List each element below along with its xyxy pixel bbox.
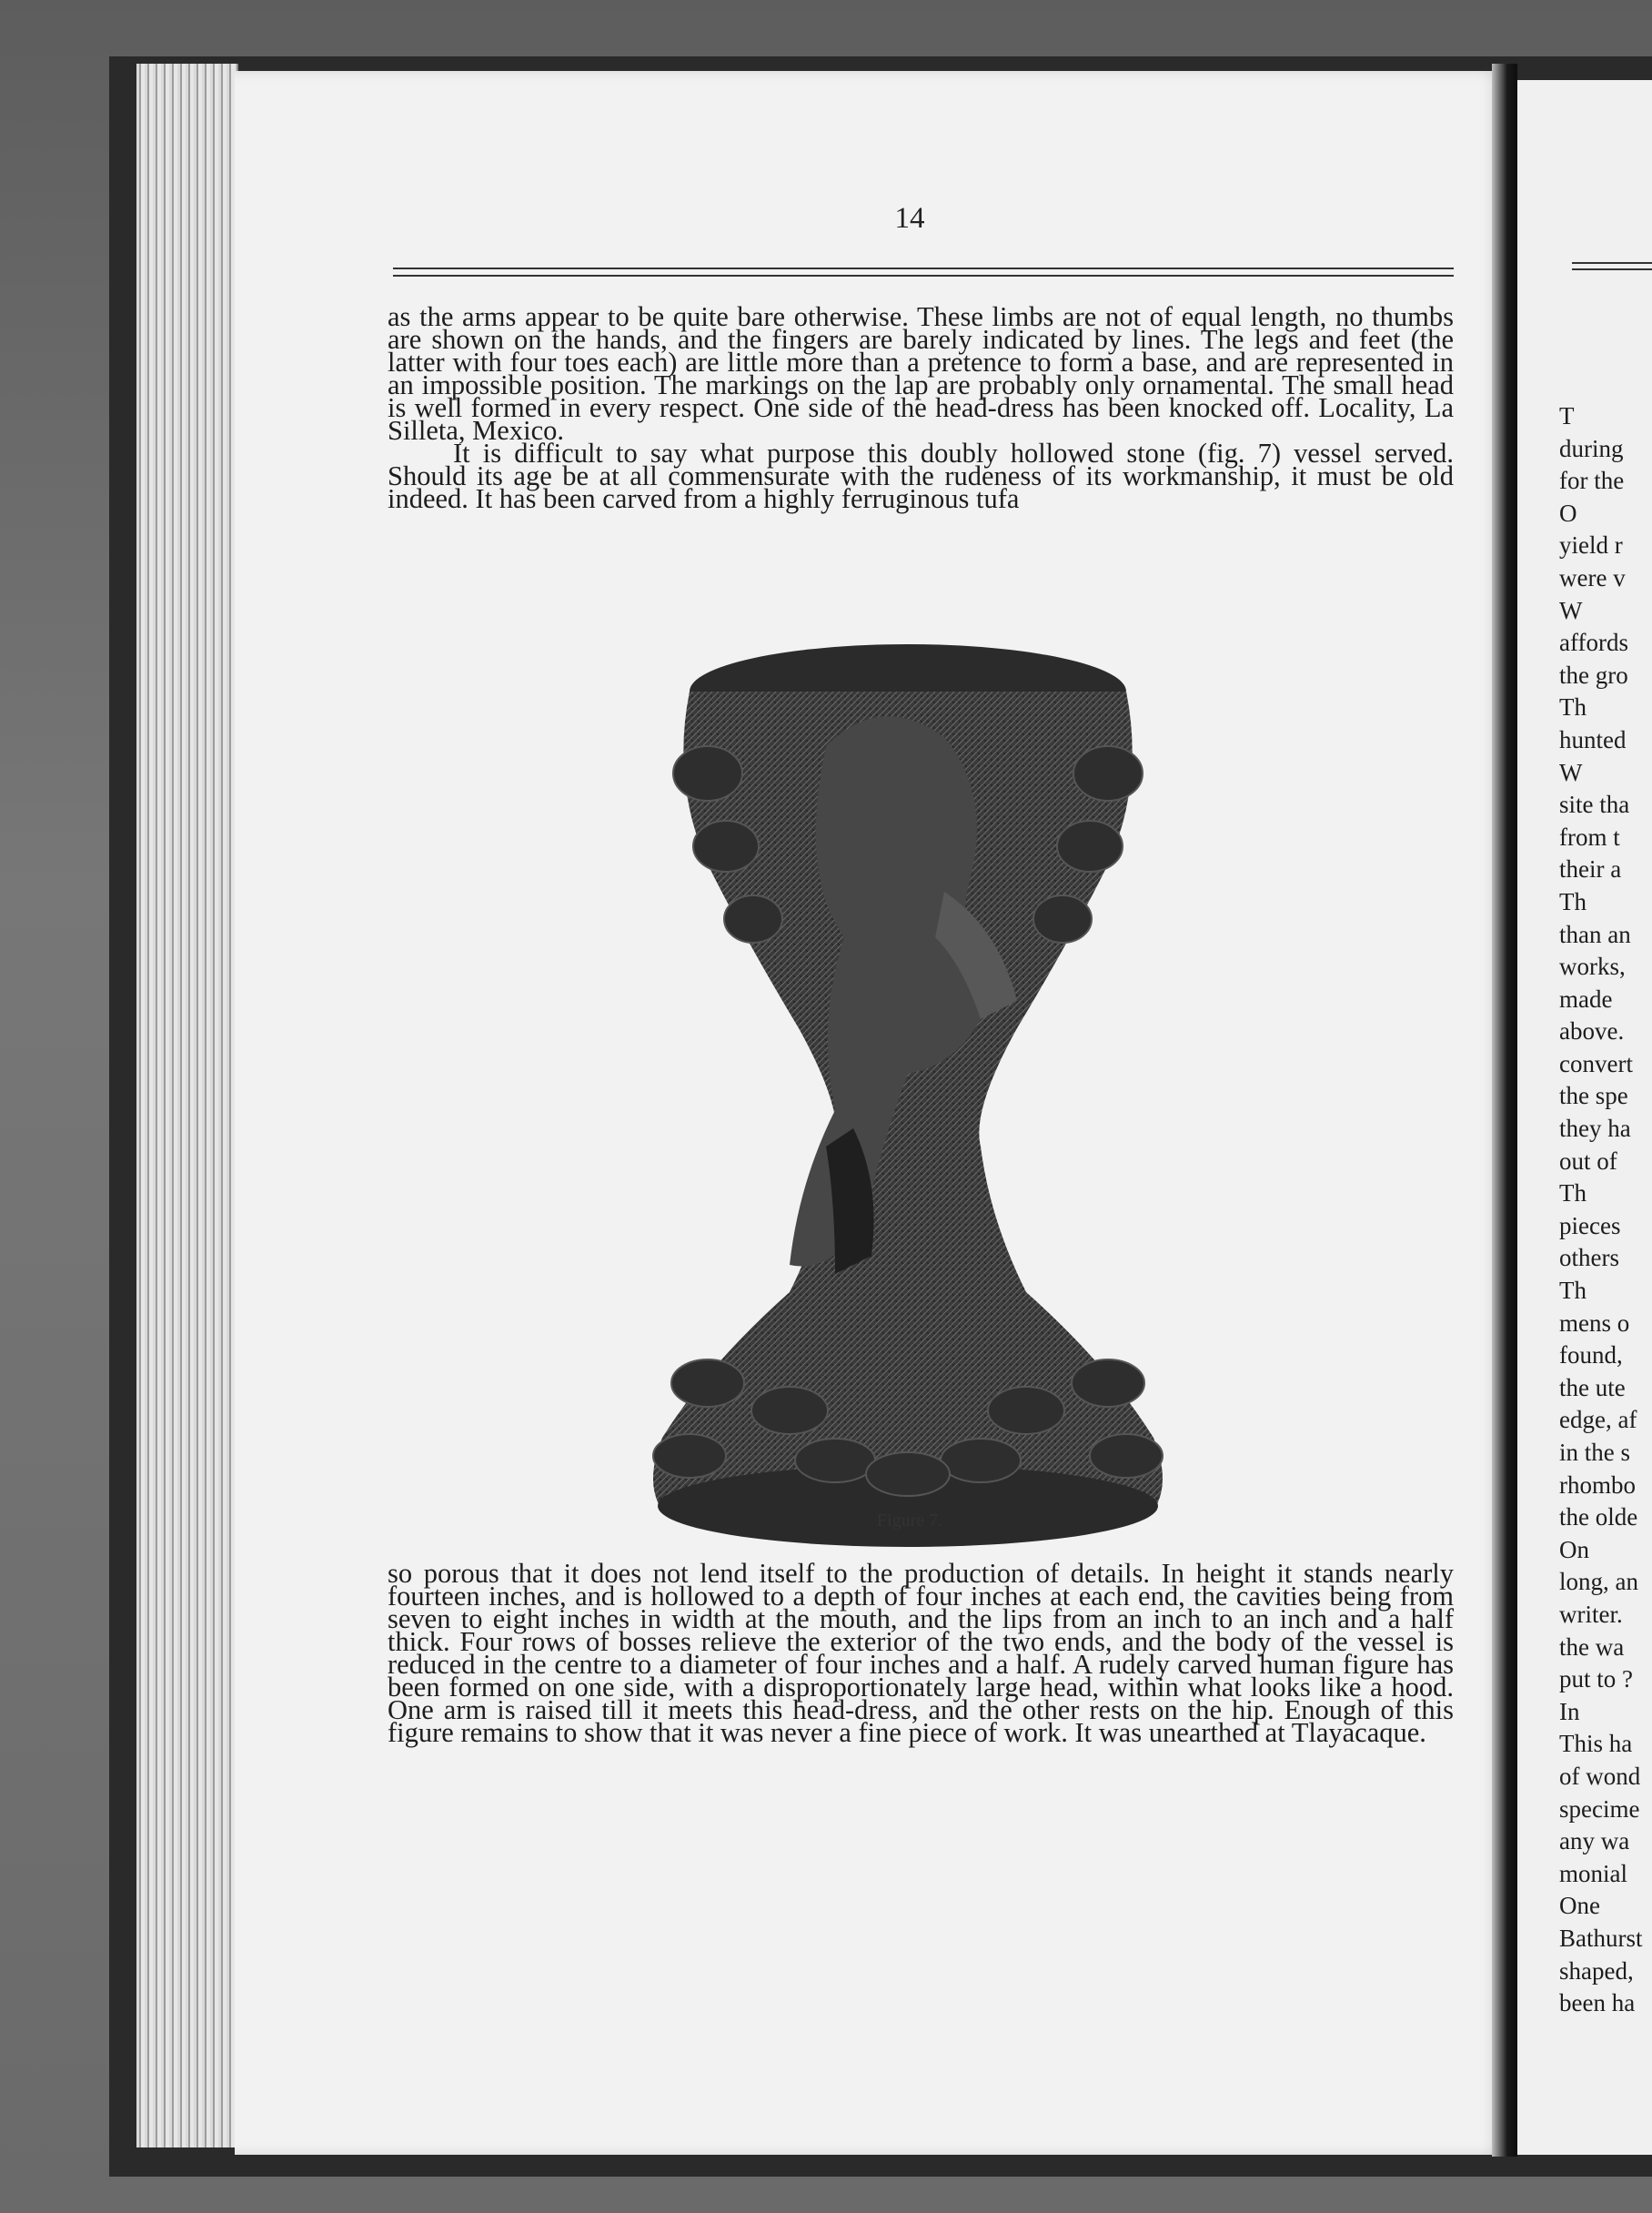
facing-page-line: One [1559, 1892, 1600, 1920]
facing-page-line: been ha [1559, 1989, 1636, 2017]
facing-page-line: were v [1559, 563, 1626, 591]
facing-page-line: writer. [1559, 1600, 1623, 1628]
facing-page-line: Th [1559, 1179, 1587, 1208]
figure-7-photograph [608, 637, 1208, 1556]
facing-page-line: rhombo [1559, 1470, 1636, 1499]
page-edges [136, 64, 238, 2147]
facing-page-line: This ha [1559, 1730, 1633, 1758]
facing-page-line: during [1559, 434, 1624, 462]
facing-page-line: made [1559, 985, 1613, 1013]
facing-page-line: shaped, [1559, 1956, 1634, 1985]
facing-page-line: Th [1559, 1277, 1587, 1305]
facing-page-line: monial [1559, 1859, 1627, 1887]
facing-page-line: mens o [1559, 1309, 1630, 1337]
facing-page-line: the ute [1559, 1373, 1626, 1401]
paragraph: It is difficult to say what purpose this doubly hollowed stone (fig. 7) vessel served. Should its age be at all commensurate with the rudeness of its workmanship, it must be old indeed. It has been carved from a highly ferruginous tufa [388, 438, 1454, 514]
facing-page-line: others [1559, 1244, 1619, 1272]
facing-page-line: out of [1559, 1147, 1617, 1175]
facing-page-line: from t [1559, 823, 1620, 851]
text-block-top [388, 301, 1454, 514]
header-rule [393, 268, 1454, 280]
facing-page-line: than an [1559, 920, 1631, 948]
facing-page-line: pieces [1559, 1211, 1621, 1239]
facing-page-header-rule [1572, 262, 1652, 271]
facing-page-line: W [1559, 596, 1583, 624]
facing-page-line: Th [1559, 693, 1587, 722]
facing-page-line: convert [1559, 1049, 1633, 1077]
facing-page-line: any wa [1559, 1827, 1630, 1855]
facing-page-line: works, [1559, 953, 1626, 981]
stone-vessel-image [608, 637, 1208, 1556]
facing-page-line: of wond [1559, 1762, 1641, 1790]
figure-caption: Figure 7. [876, 1511, 943, 1531]
facing-page-line: specime [1559, 1794, 1640, 1823]
facing-page-line: T [1559, 402, 1575, 429]
facing-page-line: In [1559, 1697, 1580, 1725]
facing-page-line: hunted [1559, 725, 1627, 753]
paragraph: so porous that it does not lend itself to the production of details. In height it stands nearly fourteen inches, and is hollowed to a depth of four inches at each end, the cavities being from seven to eight inches in width at the mouth, and the lips from an inch to an inch and a half thick. Four rows of bosses relieve the exterior of the two ends, and the body of the vessel is reduced in the centre to a diameter of four inches and a half. A rudely carved human figure has been formed on one side, with a disproportionately large head, within what looks like a hood. One arm is raised till it meets this head-dress, and the other rests on the hip. Enough of this figure remains to show that it was never a fine piece of work. It was unearthed at Tlayacaque. [388, 1558, 1454, 1748]
facing-page-text [1559, 400, 1652, 2020]
facing-page-line: for the [1559, 467, 1625, 495]
facing-page-line: above. [1559, 1017, 1625, 1046]
facing-page-line: long, an [1559, 1568, 1638, 1596]
facing-page-line: affords [1559, 629, 1628, 657]
facing-page-line: O [1559, 499, 1577, 527]
facing-page-line: in the s [1559, 1439, 1630, 1466]
facing-page-line: the spe [1559, 1082, 1628, 1110]
text-block-bottom [388, 1558, 1454, 1748]
facing-page-line: put to ? [1559, 1665, 1633, 1693]
page-number: 14 [894, 202, 925, 235]
facing-page-line: they ha [1559, 1115, 1631, 1143]
book-gutter [1492, 64, 1517, 2157]
facing-page-line: Th [1559, 887, 1587, 915]
facing-page-line: the gro [1559, 661, 1628, 689]
facing-page-line: Bathurst [1559, 1924, 1643, 1952]
facing-page-line: the olde [1559, 1503, 1638, 1531]
facing-page-line: yield r [1559, 531, 1623, 560]
facing-page-line: the wa [1559, 1632, 1625, 1661]
paragraph: as the arms appear to be quite bare otherwise. These limbs are not of equal length, no thumbs are shown on the hands, and the fingers are barely indicated by lines. The legs and feet (the latter with four toes each) are little more than a pretence to form a base, and are represented in an impossible position. The markings on the lap are probably only ornamental. The small head is well formed in every respect. One side of the head-dress has been knocked off. Locality, La Silleta, Mexico. [388, 301, 1454, 446]
facing-page-line: found, [1559, 1341, 1623, 1369]
facing-page-line: W [1559, 758, 1583, 786]
facing-page-line: site tha [1559, 791, 1630, 819]
facing-page-line: On [1559, 1535, 1589, 1563]
facing-page-line: their a [1559, 855, 1622, 884]
facing-page-line: edge, af [1559, 1406, 1637, 1434]
